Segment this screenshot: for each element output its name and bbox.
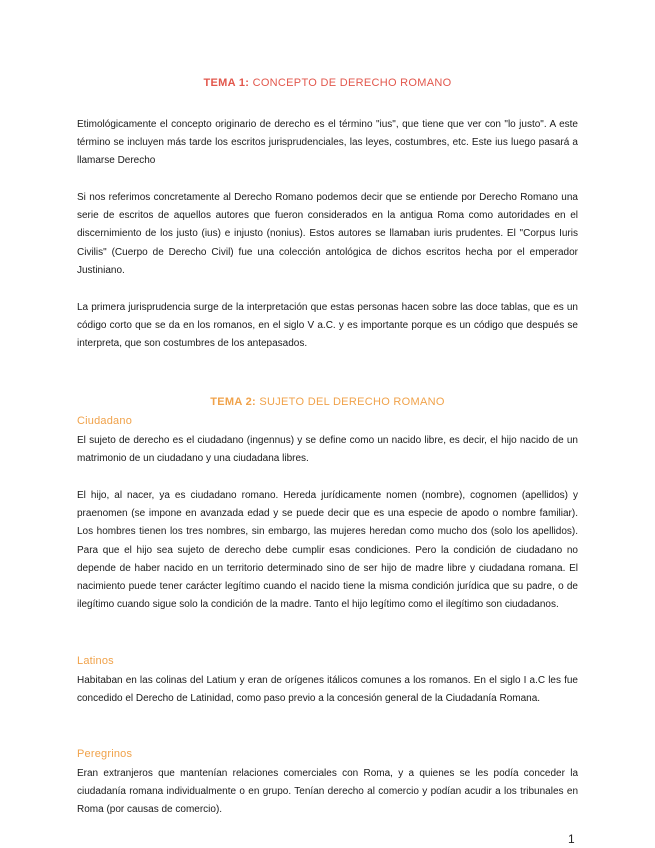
peregrinos-heading: Peregrinos [77, 748, 133, 760]
tema1-title: CONCEPTO DE DERECHO ROMANO [252, 77, 452, 89]
latinos-paragraph: Habitaban en las colinas del Latium y eran de orígenes itálicos comunes a los romanos. En el siglo I a.C les fue concedido el Derecho de Latinidad, como paso previo a la concesión general de la Ciudadanía Romana. [77, 675, 578, 705]
tema1-number: TEMA 1: [203, 77, 250, 89]
latinos-heading: Latinos [77, 655, 114, 667]
ciudadano-heading: Ciudadano [77, 415, 133, 427]
ciudadano-paragraph-2: El hijo, al nacer, ya es ciudadano romano. Hereda jurídicamente nomen (nombre), cognomen (apellidos) y praenomen (se impone en avanzada edad y se puede decir que es una especie de apodo o nombre familiar). Los hombres tienen los tres nombres, sin embargo, las mujeres heredan como mucho dos (solo los apellidos). Para que el hijo sea sujeto de derecho debe cumplir esas condiciones. Pero la condición de ciudadano no depende de haber nacido en un territorio determinado sino de ser hijo de madre libre y ciudadana romana. El nacimiento puede tener carácter legítimo cuando el nacido tiene la misma condición jurídica que su padre, o de ilegítimo cuando sigue solo la condición de la madre. Tanto el hijo legítimo como el ilegítimo son ciudadanos. [77, 490, 578, 611]
tema1-paragraph-3: La primera jurisprudencia surge de la interpretación que estas personas hacen sobre las doce tablas, que es un código corto que se da en los romanos, en el siglo V a.C. y es importante porque es un código que después se interpreta, que son costumbres de los antepasados. [77, 302, 578, 350]
tema2-heading [0, 396, 655, 408]
tema1-heading [0, 77, 655, 89]
tema1-paragraph-2: Si nos referimos concretamente al Derecho Romano podemos decir que se entiende por Derecho Romano una serie de escritos de aquellos autores que fueron considerados en la antigua Roma como autoridades en el discernimiento de los justo (ius) e injusto (nonius). Estos autores se llamaban iuris prudentes. El "Corpus Iuris Civilis" (Cuerpo de Derecho Civil) fue una colección antológica de dichos escritos hecha por el emperador Justiniano. [77, 192, 578, 276]
tema2-title: SUJETO DEL DERECHO ROMANO [259, 396, 445, 408]
ciudadano-paragraph-1: El sujeto de derecho es el ciudadano (ingennus) y se define como un nacido libre, es decir, el hijo nacido de un matrimonio de un ciudadano y una ciudadana libres. [77, 435, 578, 465]
tema2-number: TEMA 2: [210, 396, 256, 408]
peregrinos-paragraph: Eran extranjeros que mantenían relaciones comerciales con Roma, y a quienes se les podía conceder la ciudadanía romana individualmente o en grupo. Tenían derecho al comercio y podían acudir a los tribunales en Roma (por causas de comercio). [77, 768, 578, 816]
tema1-paragraph-1: Etimológicamente el concepto originario de derecho es el término "ius", que tiene que ver con "lo justo". A este término se incluyen más tarde los escritos jurisprudenciales, las leyes, costumbres, etc. Este ius luego pasará a llamarse Derecho [77, 119, 578, 167]
page-number: 1 [568, 832, 575, 846]
